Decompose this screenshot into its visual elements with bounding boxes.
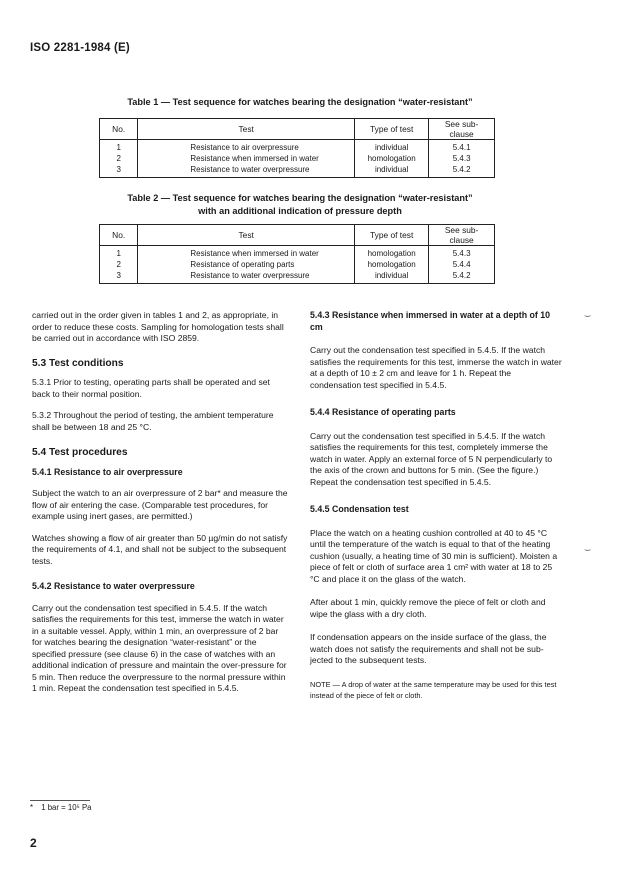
note: NOTE — A drop of water at the same temperature may be used for this test instead of the piece of felt or cloth.	[310, 679, 557, 700]
margin-mark: ⌣	[584, 544, 592, 556]
footnote-marker: *	[30, 803, 34, 812]
table-row	[100, 164, 495, 178]
table1-cell-no: 3	[100, 164, 138, 178]
table2-cell-see: 5.4.2	[429, 270, 495, 284]
table2-cell-no: 1	[100, 246, 138, 260]
table2-cell-type: homologation	[355, 246, 429, 260]
clause-5-3-1: 5.3.1 Prior to testing, operating parts shall be operated and set back to their normal position.	[32, 377, 270, 399]
clause-5-4-2-para1: Carry out the condensation test specified in 5.4.5. If the watch satisfies the requirements for this test, immerse the watch in water in a suitable vessel. Apply, within 1 min, an overpressure of 2 bar for watches bearing the designation “water-resistant” or the specified pressure (see clause 6) in the case of watches with an additional indication of pressure and maintain the over-pressure for 5 min. Then reduce the overpressure to the normal pressure within 1 min. Repeat the condensation test specified in 5.4.5.	[32, 602, 287, 693]
section-5-3-title: 5.3 Test conditions	[32, 357, 124, 369]
clause-5-4-3-title: 5.4.3 Resistance when immersed in water at a depth of 10 cm	[310, 310, 551, 332]
table1-cell-see: 5.4.2	[429, 164, 495, 178]
clause-5-4-1-para1: Subject the watch to an air overpressure of 2 bar* and measure the flow of air entering the case. (Comparable test procedures, for example using inert gases, are permitted.)	[32, 488, 288, 521]
document-header: ISO 2281-1984 (E)	[30, 42, 130, 54]
table1-cell-no: 1	[100, 140, 138, 154]
table-row	[100, 270, 495, 284]
table1-cell-test: Resistance to air overpressure	[138, 140, 355, 154]
clause-5-4-1-title: 5.4.1 Resistance to air overpressure	[32, 466, 183, 477]
table1-cell-see: 5.4.3	[429, 153, 495, 164]
table-row	[100, 153, 495, 164]
clause-5-4-1-para2: Watches showing a flow of air greater than 50 µg/min do not satisfy the requirements of 4.1, and shall not be subject to the subsequent tests.	[32, 532, 288, 566]
table2-cell-see: 5.4.3	[429, 246, 495, 260]
table-row	[100, 140, 495, 154]
table2-caption	[100, 192, 500, 218]
table2-caption-line2: with an additional indication of pressure depth	[198, 206, 402, 216]
table2-cell-test: Resistance of operating parts	[138, 259, 355, 270]
table2	[99, 224, 495, 284]
intro-paragraph: carried out in the order given in tables 1 and 2, as appropriate, in order to reduce these costs. Sampling for homologation tests shall be carried out in accordance with ISO 2859.	[32, 310, 284, 343]
table2-header-test: Test	[138, 225, 355, 246]
table2-caption-line1: Table 2 — Test sequence for watches bearing the designation “water-resistant”	[127, 193, 473, 203]
clause-5-4-3-para1: Carry out the condensation test specified in 5.4.5. If the watch satisfies the requirements for this test, immerse the watch in water at a depth of 10 ± 2 cm and leave for 1 h. Repeat the condensation test specified in 5.4.5.	[310, 345, 562, 390]
clause-5-4-5-para3: If condensation appears on the inside surface of the glass, the watch does not satisfy the requirements and shall not be sub-jected to the subsequent tests.	[310, 632, 547, 665]
table1-cell-no: 2	[100, 153, 138, 164]
table1-header-test: Test	[138, 119, 355, 140]
table1-cell-see: 5.4.1	[429, 140, 495, 154]
clause-5-4-2-title: 5.4.2 Resistance to water overpressure	[32, 581, 195, 591]
table1-cell-type: homologation	[355, 153, 429, 164]
left-column	[32, 310, 290, 695]
table2-cell-type: individual	[355, 270, 429, 284]
table1-cell-type: individual	[355, 140, 429, 154]
footnote-rule	[30, 800, 90, 801]
table1-caption: Table 1 — Test sequence for watches bearing the designation “water-resistant”	[127, 97, 473, 107]
margin-mark: ⌣	[584, 310, 592, 322]
table2-header-no: No.	[100, 225, 138, 246]
section-5-4-title: 5.4 Test procedures	[32, 447, 128, 458]
page-number: 2	[30, 836, 37, 850]
clause-5-3-2: 5.3.2 Throughout the period of testing, the ambient temperature shall be between 18 and 25 °C.	[32, 410, 274, 432]
clause-5-4-5-title: 5.4.5 Condensation test	[310, 504, 409, 514]
clause-5-4-5-para2: After about 1 min, quickly remove the piece of felt or cloth and wipe the glass with a dry cloth.	[310, 597, 546, 619]
table2-cell-test: Resistance to water overpressure	[138, 270, 355, 284]
clause-5-4-4-para1: Carry out the condensation test specified in 5.4.5. If the watch satisfies the requirements for this test, completely immerse the watch in water. Apply an external force of 5 N perpendicularly to the axis of the crown and buttons for 5 min. (See the figure.) Repeat the condensation test specified in 5.4.5.	[310, 430, 553, 487]
footnote	[30, 803, 91, 812]
right-column	[310, 310, 562, 701]
table2-header-see: See sub-clause	[429, 225, 495, 246]
table2-cell-see: 5.4.4	[429, 259, 495, 270]
table1-header-type: Type of test	[355, 119, 429, 140]
table1-cell-test: Resistance to water overpressure	[138, 164, 355, 178]
table2-cell-test: Resistance when immersed in water	[138, 246, 355, 260]
table-row	[100, 246, 495, 260]
table1-cell-test: Resistance when immersed in water	[138, 153, 355, 164]
table2-cell-no: 2	[100, 259, 138, 270]
footnote-text: 1 bar = 10⁵ Pa	[41, 803, 92, 812]
table1	[99, 118, 495, 178]
table2-cell-no: 3	[100, 270, 138, 284]
table1-header-see: See sub-clause	[429, 119, 495, 140]
clause-5-4-5-para1: Place the watch on a heating cushion controlled at 40 to 45 °C until the temperature of the watch is equal to that of the heating cushion (usually, a heating time of 30 min is sufficient). Moisten a piece of felt or cloth of surface area 1 cm² with water at 18 to 25 °C and place it on the glass of the watch.	[310, 527, 558, 584]
table2-cell-type: homologation	[355, 259, 429, 270]
table2-header-type: Type of test	[355, 225, 429, 246]
table1-header-no: No.	[100, 119, 138, 140]
table1-cell-type: individual	[355, 164, 429, 178]
clause-5-4-4-title: 5.4.4 Resistance of operating parts	[310, 407, 456, 417]
table-row	[100, 259, 495, 270]
